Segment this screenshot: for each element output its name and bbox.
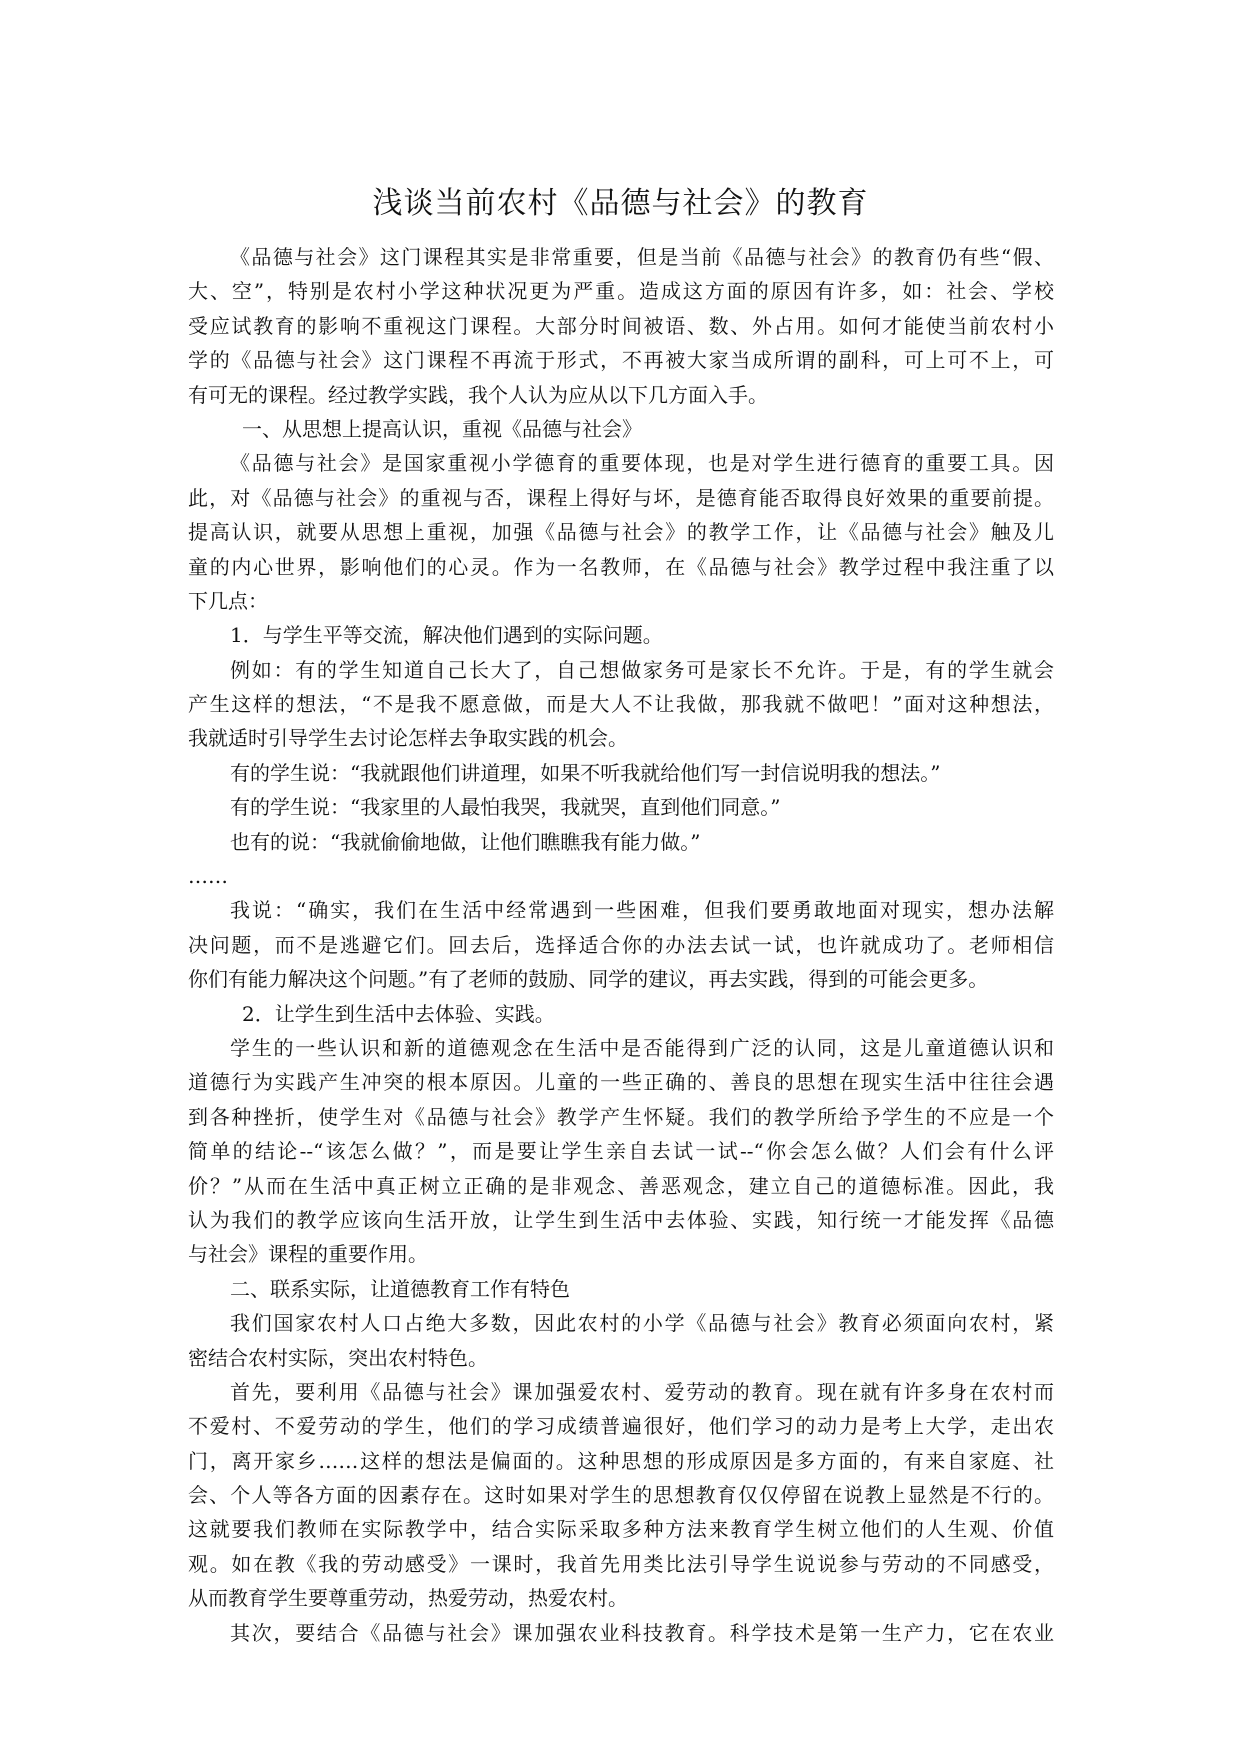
text-line: 我们国家农村人口占绝大多数，因此农村的小学《品德与社会》教育必须面向农村，紧 [230,1311,1054,1336]
text-line: 《品德与社会》是国家重视小学德育的重要体现，也是对学生进行德育的重要工具。因 [230,451,1054,476]
text-line: 门，离开家乡……这样的想法是偏面的。这种思想的形成原因是多方面的，有来自家庭、社 [188,1448,1054,1473]
text-line: 产生这样的想法，“不是我不愿意做，而是大人不让我做，那我就不做吧！”面对这种想法， [188,692,1054,717]
text-line: 《品德与社会》这门课程其实是非常重要，但是当前《品德与社会》的教育仍有些“假、 [230,245,1054,269]
document-title: 浅谈当前农村《品德与社会》的教育 [372,186,869,222]
text-line: 我说：“确实，我们在生活中经常遇到一些困难，但我们要勇敢地面对现实，想办法解 [230,898,1054,923]
text-line: 此，对《品德与社会》的重视与否，课程上得好与坏，是德育能否取得良好效果的重要前提。 [188,485,1054,510]
text-line: 这就要我们教师在实际教学中，结合实际采取多种方法来教育学生树立他们的人生观、价值 [188,1517,1054,1542]
text-line: 下几点： [188,588,268,613]
text-line: 首先，要利用《品德与社会》课加强爱农村、爱劳动的教育。现在就有许多身在农村而 [230,1379,1054,1404]
text-line: 提高认识，就要从思想上重视，加强《品德与社会》的教学工作，让《品德与社会》触及儿 [188,520,1054,545]
text-line: 你们有能力解决这个问题。”有了老师的鼓励、同学的建议，再去实践，得到的可能会更多。 [188,967,989,992]
text-line: 例如：有的学生知道自己长大了，自己想做家务可是家长不允许。于是，有的学生就会 [230,657,1054,682]
text-line: 简单的结论--“该怎么做？”，而是要让学生亲自去试一试--“你会怎么做？人们会有什么评 [188,1139,1054,1164]
text-line: 大、空”，特别是农村小学这种状况更为严重。造成这方面的原因有许多，如：社会、学校 [188,279,1054,304]
text-line: 有的学生说：“我家里的人最怕我哭，我就哭，直到他们同意。” [230,795,781,820]
text-line: 有可无的课程。经过教学实践，我个人认为应从以下几方面入手。 [188,382,768,407]
text-line: 学生的一些认识和新的道德观念在生活中是否能得到广泛的认同，这是儿童道德认识和 [230,1035,1054,1060]
text-line: 童的内心世界，影响他们的心灵。作为一名教师，在《品德与社会》教学过程中我注重了以 [188,554,1054,579]
text-line: 也有的说：“我就偷偷地做，让他们瞧瞧我有能力做。” [230,829,701,854]
document-body [188,240,1054,1650]
text-line: 与社会》课程的重要作用。 [188,1242,428,1267]
text-line: 到各种挫折，使学生对《品德与社会》教学产生怀疑。我们的教学所给予学生的不应是一个 [188,1104,1054,1129]
text-line: 道德行为实践产生冲突的根本原因。儿童的一些正确的、善良的思想在现实生活中往往会遇 [188,1070,1054,1095]
text-line: 不爱村、不爱劳动的学生，他们的学习成绩普遍很好，他们学习的动力是考上大学，走出农 [188,1414,1054,1439]
text-line: 2．让学生到生活中去体验、实践。 [242,1001,555,1026]
text-line: 其次，要结合《品德与社会》课加强农业科技教育。科学技术是第一生产力，它在农业 [230,1620,1054,1645]
text-line: 决问题，而不是逃避它们。回去后，选择适合你的办法去试一试，也许就成功了。老师相信 [188,932,1054,957]
text-line: 二、联系实际，让道德教育工作有特色 [230,1276,570,1301]
text-line: 学的《品德与社会》这门课程不再流于形式，不再被大家当成所谓的副科，可上可不上，可 [188,348,1054,373]
text-line: 一、从思想上提高认识，重视《品德与社会》 [242,416,642,441]
text-line: 会、个人等各方面的因素存在。这时如果对学生的思想教育仅仅停留在说教上显然是不行的。 [188,1483,1054,1508]
text-line: 1．与学生平等交流，解决他们遇到的实际问题。 [230,623,663,648]
text-line: 受应试教育的影响不重视这门课程。大部分时间被语、数、外占用。如何才能使当前农村小 [188,313,1054,338]
text-line: 价？”从而在生活中真正树立正确的是非观念、善恶观念，建立自己的道德标准。因此，我 [188,1173,1054,1198]
text-line: 有的学生说：“我就跟他们讲道理，如果不听我就给他们写一封信说明我的想法。” [230,760,941,785]
text-line: …… [188,864,228,889]
text-line: 密结合农村实际，突出农村特色。 [188,1345,488,1370]
text-line: 观。如在教《我的劳动感受》一课时，我首先用类比法引导学生说说参与劳动的不同感受， [188,1551,1054,1576]
text-line: 认为我们的教学应该向生活开放，让学生到生活中去体验、实践，知行统一才能发挥《品德 [188,1207,1054,1232]
text-line: 我就适时引导学生去讨论怎样去争取实践的机会。 [188,726,628,751]
text-line: 从而教育学生要尊重劳动，热爱劳动，热爱农村。 [188,1586,628,1611]
